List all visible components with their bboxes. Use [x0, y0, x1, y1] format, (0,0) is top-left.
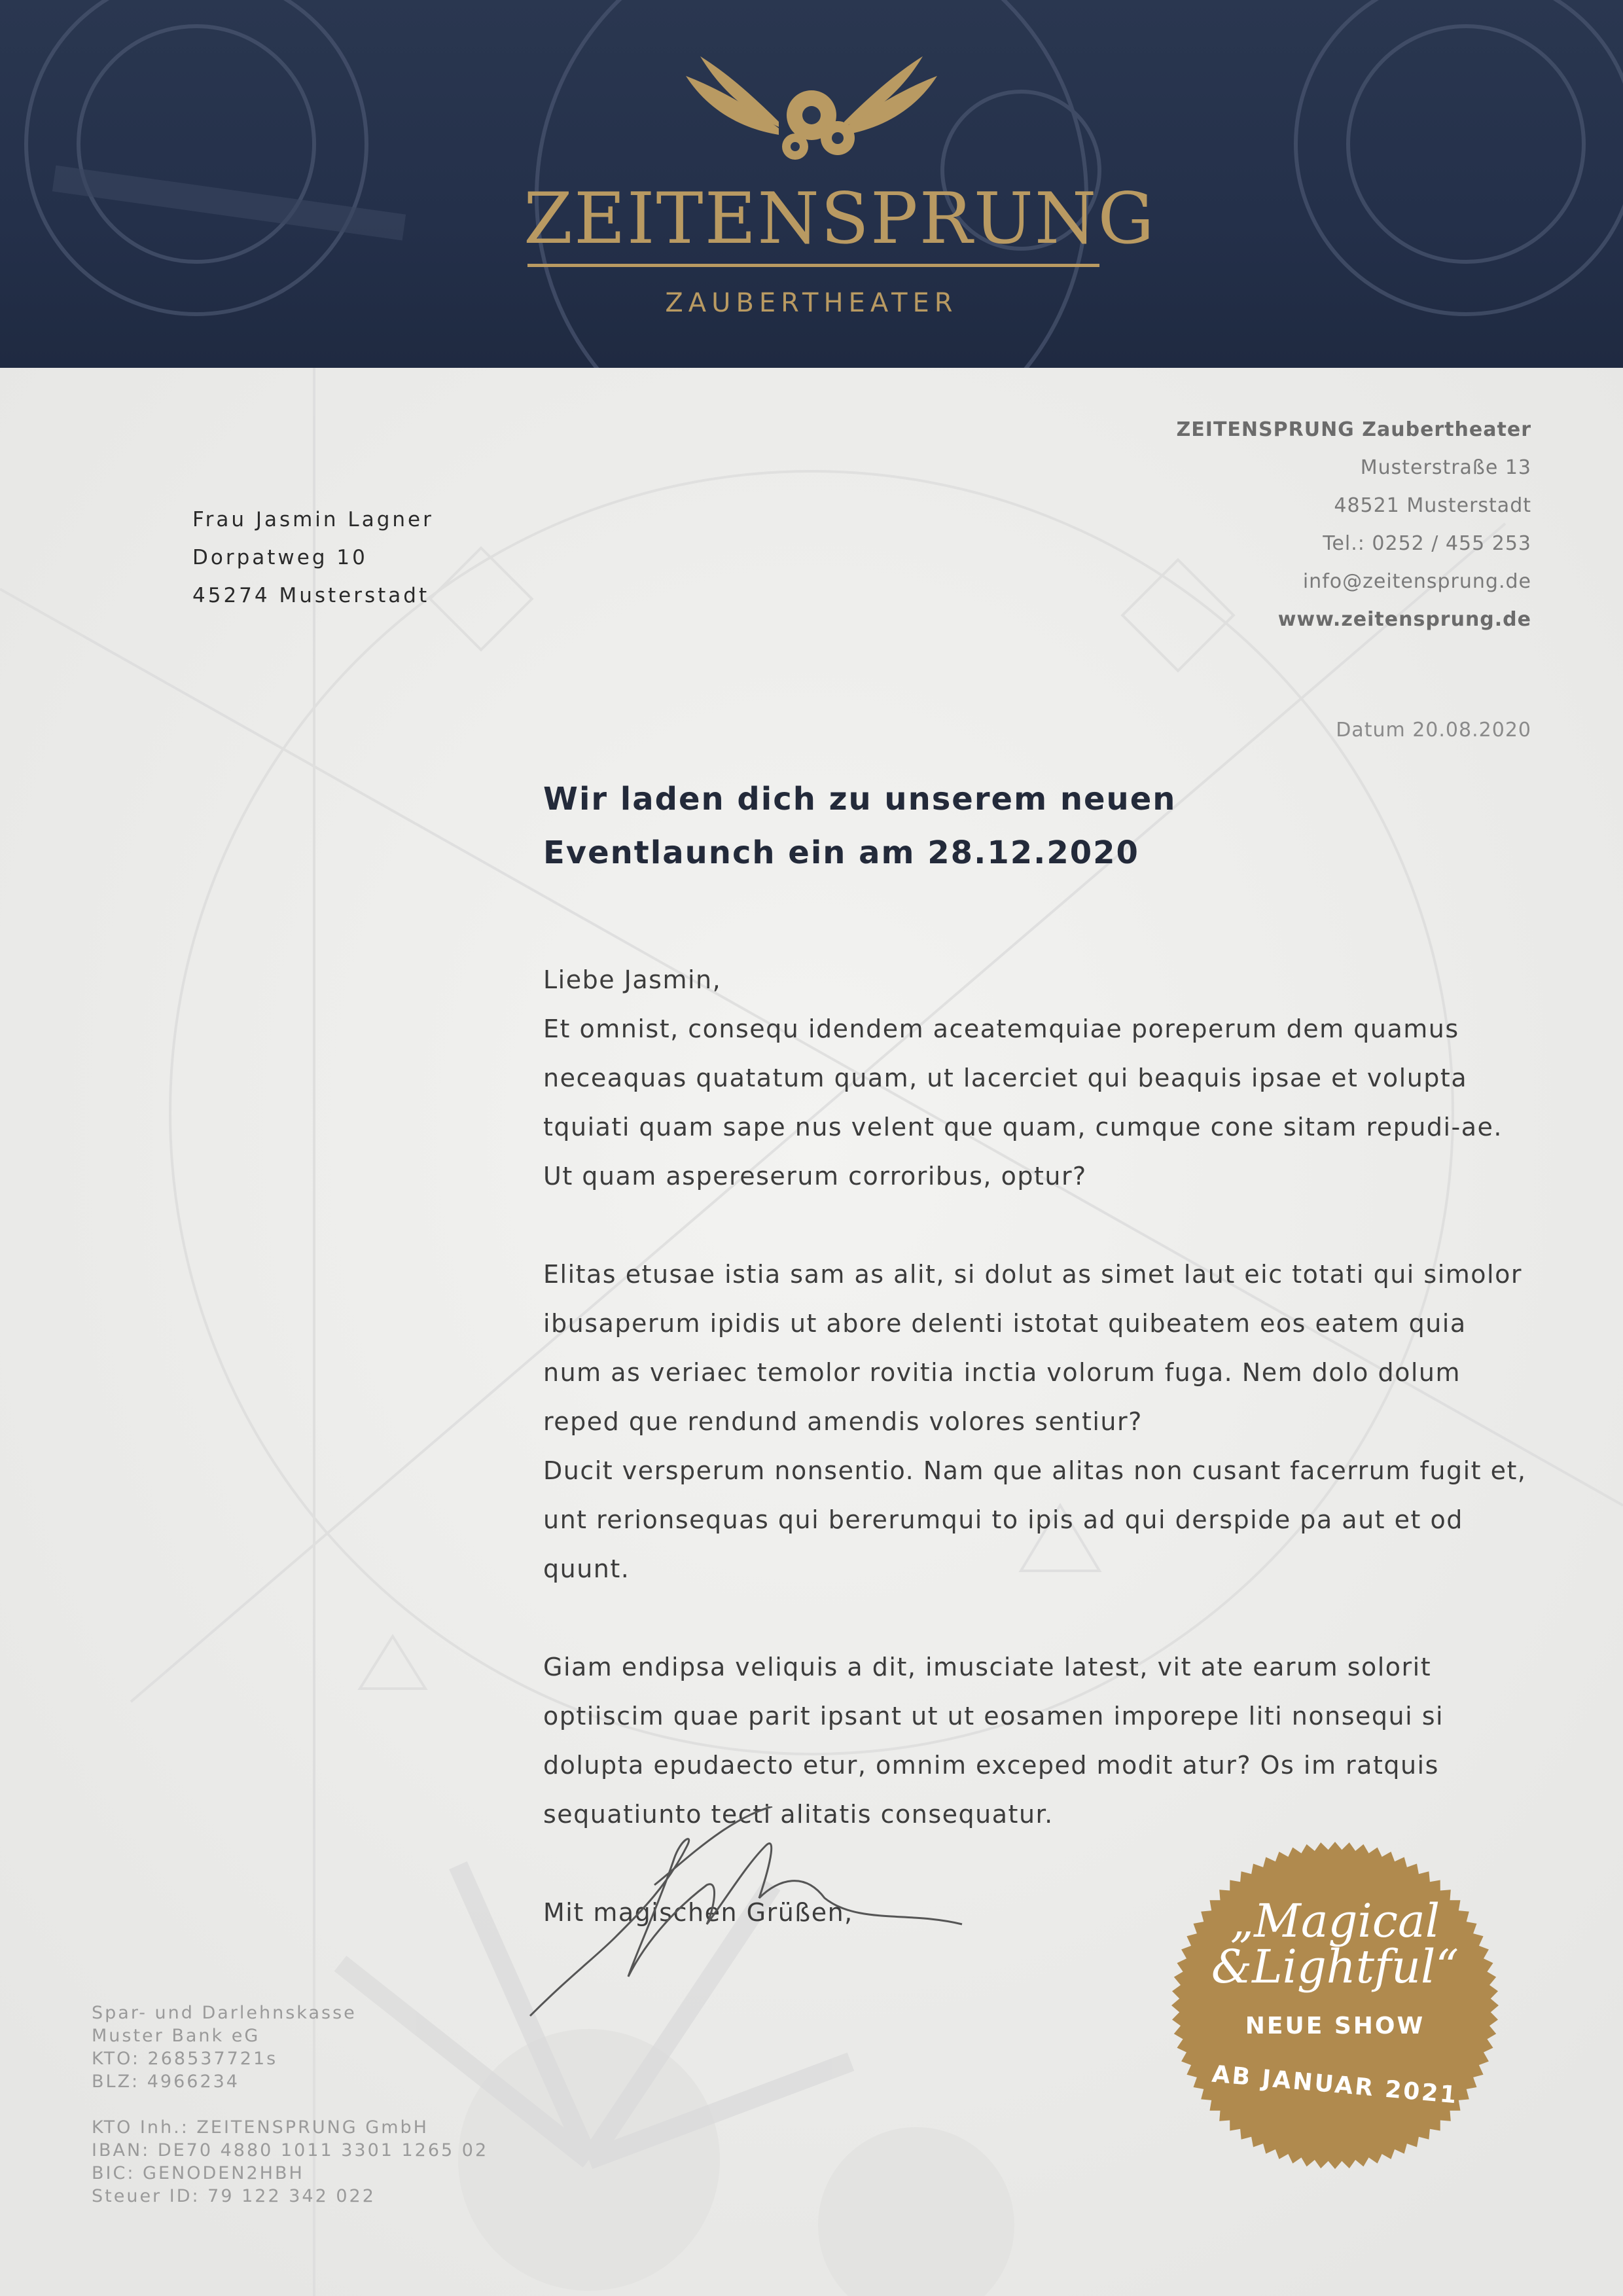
handwritten-signature	[517, 1806, 975, 2022]
sender-company: ZEITENSPRUNG Zaubertheater	[1176, 418, 1531, 441]
seal-script	[1170, 1894, 1500, 1994]
winged-gears-logo-icon	[681, 50, 942, 168]
sender-city: 48521 Musterstadt	[1334, 494, 1531, 517]
bank-line-7: BIC: GENODEN2HBH	[92, 2163, 304, 2183]
sender-email[interactable]: info@zeitensprung.de	[1302, 570, 1531, 593]
bank-details	[92, 2001, 488, 2208]
bank-line-5: KTO Inh.: ZEITENSPRUNG GmbH	[92, 2117, 429, 2138]
brand-subtitle: ZAUBERTHEATER	[665, 288, 958, 318]
sender-website[interactable]: www.zeitensprung.de	[1277, 608, 1531, 631]
bank-line-3: KTO: 268537721s	[92, 2049, 278, 2069]
sender-phone: Tel.: 0252 / 455 253	[1323, 532, 1531, 555]
seal-disc	[1171, 1842, 1499, 2169]
sender-address	[1177, 411, 1531, 639]
letterhead-banner	[0, 0, 1623, 368]
seal-line-1: NEUE SHOW	[1245, 2013, 1425, 2039]
bank-spacer	[92, 2093, 488, 2116]
bank-line-8: Steuer ID: 79 122 342 022	[92, 2186, 376, 2206]
paragraph-2a: Elitas etusae istia sam as alit, si dolut as simet laut eic totati qui simolor ibusaperum ipidis ut abore delenti istotat quibeatem eos eatem quia num as veriaec temolor rovitia inctia volorum fuga. Nem dolo dolum reped que rendund amendis volores sentiur?	[543, 1260, 1522, 1436]
brand-divider	[527, 264, 1099, 267]
letter-subject	[543, 772, 1394, 880]
recipient-name: Frau Jasmin Lagner	[192, 508, 434, 531]
recipient-city: 45274 Musterstadt	[192, 584, 430, 607]
bank-line-2: Muster Bank eG	[92, 2026, 260, 2046]
paragraph-3: Giam endipsa veliquis a dit, imusciate latest, vit ate earum solorit optiiscim quae parit ipsant ut ut eosamen imporepe liti nonsequi si dolupta epudaecto etur, omnim exceped modit atur? Os im ratquis sequatiunto tecti alitatis consequatur.	[543, 1653, 1444, 1829]
bank-line-6: IBAN: DE70 4880 1011 3301 1265 02	[92, 2140, 489, 2161]
seal-line-2: AB JANUAR 2021	[1211, 2060, 1459, 2109]
subject-line-2: Eventlaunch ein am 28.12.2020	[543, 834, 1139, 871]
bank-line-1: Spar- und Darlehnskasse	[92, 2003, 357, 2023]
bank-line-4: BLZ: 4966234	[92, 2072, 240, 2092]
recipient-street: Dorpatweg 10	[192, 546, 368, 569]
subject-line-1: Wir laden dich zu unserem neuen	[543, 781, 1177, 817]
seal-script-line-1: „Magical	[1230, 1894, 1440, 1948]
letter-date: Datum 20.08.2020	[1336, 719, 1531, 742]
greeting: Liebe Jasmin,	[543, 965, 722, 994]
paragraph-1: Et omnist, consequ idendem aceatemquiae poreperum dem quamus neceaquas quatatum quam, ut lacerciet qui beaquis ipsae et volupta tquiati quam sape nus velent que quam, cumque cone sitam repudi-ae. Ut quam aspereserum corroribus, optur?	[543, 1014, 1503, 1191]
seal-script-line-2: &Lightful“	[1211, 1940, 1459, 1994]
sender-street: Musterstraße 13	[1360, 456, 1531, 479]
paragraph-2b: Ducit versperum nonsentio. Nam que alitas non cusant facerrum fugit et, unt rerionsequas qui bererumqui to ipis ad qui derspide pa aut et od quunt.	[543, 1456, 1527, 1583]
letter-body	[543, 956, 1531, 1937]
recipient-address	[192, 501, 434, 615]
brand-name: ZEITENSPRUNG	[524, 178, 1156, 260]
closing: Mit magischen Grüßen,	[543, 1898, 853, 1927]
new-show-seal	[1170, 1840, 1500, 2170]
